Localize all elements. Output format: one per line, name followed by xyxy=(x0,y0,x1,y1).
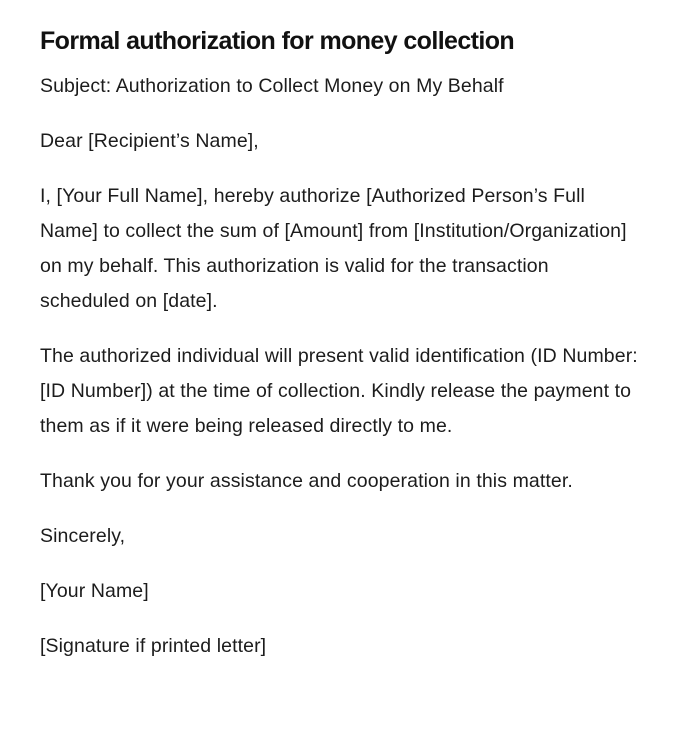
identification-paragraph: The authorized individual will present valid identification (ID Number: [ID Number]) at the time of collection. Kindly release the payment to them as if it were being released directly to me. xyxy=(40,345,638,437)
signature-line: [Signature if printed letter] xyxy=(40,635,267,657)
thanks-paragraph: Thank you for your assistance and cooperation in this matter. xyxy=(40,470,573,492)
closing: Sincerely, xyxy=(40,525,126,547)
salutation: Dear [Recipient’s Name], xyxy=(40,130,259,152)
authorization-paragraph: I, [Your Full Name], hereby authorize [Authorized Person’s Full Name] to collect the sum of [Amount] from [Institution/Organization] on my behalf. This authorization is valid for the transaction scheduled on [date]. xyxy=(40,185,627,312)
sender-name: [Your Name] xyxy=(40,580,149,602)
document-title: Formal authorization for money collection xyxy=(40,27,515,55)
subject-line: Subject: Authorization to Collect Money on My Behalf xyxy=(40,75,504,97)
